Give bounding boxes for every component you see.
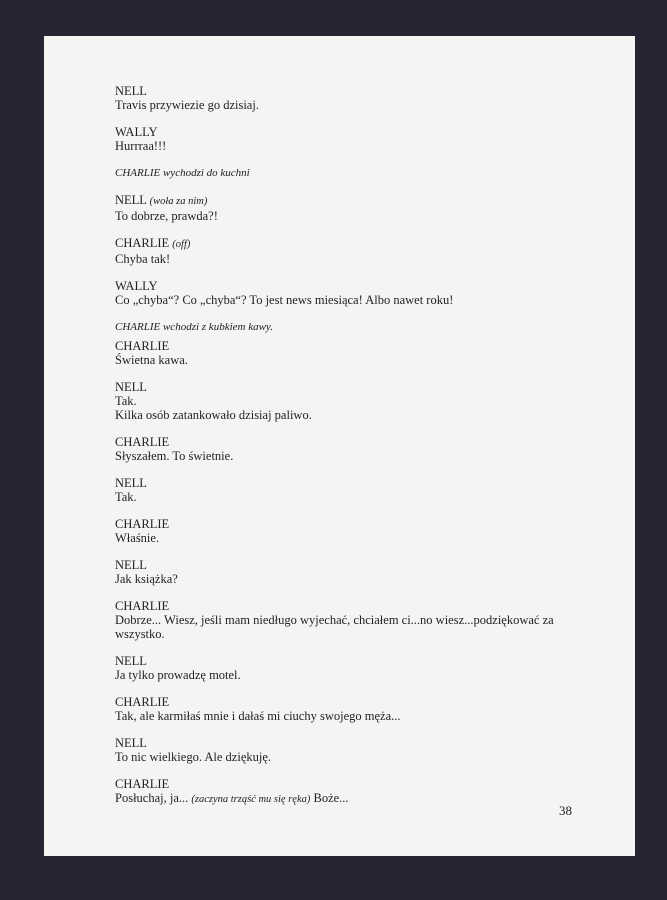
dialogue-block [115, 125, 595, 153]
dialogue-text: To dobrze, prawda?! [115, 209, 218, 223]
dialogue-text: Tak. [115, 394, 137, 408]
speaker-direction: (woła za nim) [149, 196, 208, 207]
stage-direction: CHARLIE wychodzi do kuchni [115, 167, 250, 179]
dialogue-text: Boże... [310, 791, 349, 805]
stage-direction: CHARLIE wchodzi z kubkiem kawy. [115, 321, 273, 333]
script-content [115, 84, 595, 820]
dialogue-text: Świetna kawa. [115, 353, 188, 367]
dialogue-block [115, 84, 595, 112]
speaker-name: CHARLIE [115, 339, 170, 353]
dialogue-block [115, 654, 595, 682]
dialogue-text: Hurrraa!!! [115, 139, 167, 153]
speaker-name: CHARLIE [115, 435, 170, 449]
dialogue-block [115, 736, 595, 764]
dialogue-text: Co „chyba“? Co „chyba“? To jest news miesiąca! Albo nawet roku! [115, 293, 454, 307]
speaker-name: NELL [115, 84, 147, 98]
dialogue-block [115, 380, 595, 422]
speaker-name: CHARLIE [115, 695, 170, 709]
speaker-name: CHARLIE [115, 517, 170, 531]
speaker-name: NELL [115, 380, 147, 394]
speaker-name: WALLY [115, 279, 158, 293]
dialogue-block [115, 695, 595, 723]
speaker-name: CHARLIE [115, 599, 170, 613]
speaker-name: NELL [115, 654, 147, 668]
dialogue-block [115, 236, 595, 266]
dialogue-line [115, 791, 595, 807]
inline-stage-direction: (zaczyna trząść mu się ręka) [191, 794, 311, 805]
speaker-name: NELL [115, 476, 147, 490]
dialogue-block [115, 193, 595, 223]
speaker-name: NELL [115, 736, 147, 750]
dialogue-block [115, 599, 595, 641]
speaker-direction: (off) [172, 239, 191, 250]
dialogue-text: Jak książka? [115, 572, 178, 586]
speaker-line [115, 193, 595, 209]
dialogue-text: Posłuchaj, ja... [115, 791, 192, 805]
dialogue-text: Travis przywiezie go dzisiaj. [115, 98, 259, 112]
dialogue-block [115, 279, 595, 307]
dialogue-text: Dobrze... Wiesz, jeśli mam niedługo wyjechać, chciałem ci...no wiesz...podziękować za [115, 613, 554, 627]
dialogue-text: Chyba tak! [115, 252, 171, 266]
dialogue-text: Kilka osób zatankowało dzisiaj paliwo. [115, 408, 312, 422]
stage-direction-block [115, 166, 595, 180]
page-number: 38 [559, 803, 572, 818]
dialogue-text: Właśnie. [115, 531, 160, 545]
dialogue-block [115, 435, 595, 463]
dialogue-text: Tak, ale karmiłaś mnie i dałaś mi ciuchy swojego męża... [115, 709, 401, 723]
speaker-name: NELL [115, 193, 147, 207]
dialogue-block [115, 558, 595, 586]
speaker-name: CHARLIE [115, 236, 170, 250]
dialogue-block [115, 777, 595, 807]
dialogue-text: wszystko. [115, 627, 165, 641]
dialogue-text: Słyszałem. To świetnie. [115, 449, 234, 463]
dialogue-block [115, 339, 595, 367]
stage-direction-block [115, 320, 595, 334]
dialogue-block [115, 476, 595, 504]
dialogue-block [115, 517, 595, 545]
dialogue-text: To nic wielkiego. Ale dziękuję. [115, 750, 272, 764]
speaker-line [115, 236, 595, 252]
dialogue-text: Ja tylko prowadzę motel. [115, 668, 241, 682]
script-page [44, 36, 635, 856]
speaker-name: WALLY [115, 125, 158, 139]
speaker-name: CHARLIE [115, 777, 170, 791]
speaker-name: NELL [115, 558, 147, 572]
dialogue-text: Tak. [115, 490, 137, 504]
